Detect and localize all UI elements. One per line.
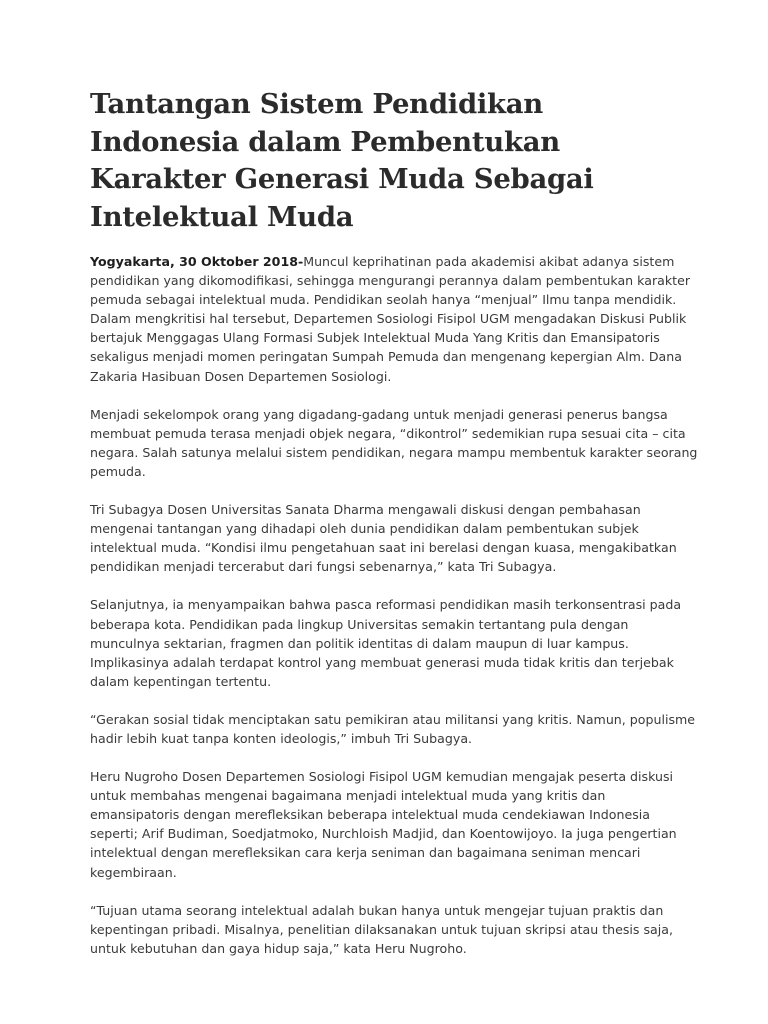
paragraph-line: bertajuk Menggagas Ulang Formasi Subjek Intelektual Muda Yang Kritis dan Emansipatoris xyxy=(90,330,660,346)
paragraph-line: untuk membahas mengenai bagaimana menjadi intelektual muda yang kritis dan xyxy=(90,788,606,804)
paragraph-line: Zakaria Hasibuan Dosen Departemen Sosiologi. xyxy=(90,368,392,384)
paragraph-line: intelektual dengan merefleksikan cara kerja seniman dan bagaimana seniman mencari xyxy=(90,845,641,861)
title-line: Tantangan Sistem Pendidikan xyxy=(90,88,543,120)
paragraph-line: pemuda sebagai intelektual muda. Pendidikan seolah hanya “menjual” Ilmu tanpa mendidik. xyxy=(90,292,677,308)
paragraph-line: membuat pemuda terasa menjadi objek negara, “dikontrol” sedemikian rupa sesuai cita – cita xyxy=(90,425,686,441)
paragraph-line: pemuda. xyxy=(90,463,146,479)
paragraph-line: kepentingan pribadi. Misalnya, penelitian dilaksanakan untuk tujuan skripsi atau thesis saja, xyxy=(90,921,673,937)
dateline: Yogyakarta, 30 Oktober 2018- xyxy=(90,254,304,269)
paragraph-line: munculnya sektarian, fragmen dan politik identitas di dalam maupun di luar kampus. xyxy=(90,635,629,651)
article xyxy=(90,86,698,977)
paragraph-line: hadir lebih kuat tanpa konten ideologis,” imbuh Tri Subagya. xyxy=(90,730,473,746)
paragraph-line: pendidikan yang dikomodifikasi, sehingga mengurangi perannya dalam pembentukan karakter xyxy=(90,273,690,289)
paragraph-line: Menjadi sekelompok orang yang digadang-gadang untuk menjadi generasi penerus bangsa xyxy=(90,406,668,422)
paragraph xyxy=(90,767,686,882)
title-line: Intelektual Muda xyxy=(90,200,354,233)
paragraph-line: Tri Subagya Dosen Universitas Sanata Dharma mengawali diskusi dengan pembahasan xyxy=(90,502,641,518)
paragraph-line: pendidikan menjadi tercerabut dari fungsi sebenarnya,” kata Tri Subagya. xyxy=(90,559,557,575)
article-body xyxy=(90,252,698,958)
paragraph xyxy=(90,710,696,748)
paragraph-line: emansipatoris dengan merefleksikan beberapa intelektual muda cendekiawan Indonesia xyxy=(90,807,650,823)
paragraph-line: beberapa kota. Pendidikan pada lingkup Universitas semakin tertantang pula dengan xyxy=(90,616,629,632)
paragraph-line: negara. Salah satunya melalui sistem pendidikan, negara mampu membentuk karakter seorang xyxy=(90,444,698,460)
paragraph-line: “Tujuan utama seorang intelektual adalah bukan hanya untuk mengejar tujuan praktis dan xyxy=(90,902,664,918)
paragraph-line: dalam kepentingan tertentu. xyxy=(90,673,272,689)
paragraph-line: untuk kebutuhan dan gaya hidup saja,” kata Heru Nugroho. xyxy=(90,940,467,956)
paragraph-line: seperti; Arif Budiman, Soedjatmoko, Nurchloish Madjid, dan Koentowijoyo. Ia juga pengertian xyxy=(90,826,677,842)
paragraph-line: Dalam mengkritisi hal tersebut, Departemen Sosiologi Fisipol UGM mengadakan Diskusi Publik xyxy=(90,311,687,327)
title-line: Karakter Generasi Muda Sebagai xyxy=(90,163,594,195)
paragraph-line-text: Muncul keprihatinan pada akademisi akibat adanya sistem xyxy=(303,254,675,269)
paragraph-line: Implikasinya adalah terdapat kontrol yang membuat generasi muda tidak kritis dan terjebak xyxy=(90,654,674,670)
paragraph xyxy=(90,500,686,576)
paragraph-line xyxy=(90,252,686,271)
article-title xyxy=(90,86,686,236)
paragraph-line: mengenai tantangan yang dihadapi oleh dunia pendidikan dalam pembentukan subjek xyxy=(90,521,639,537)
paragraph xyxy=(90,595,686,690)
title-line: Indonesia dalam Pembentukan xyxy=(90,125,560,158)
paragraph xyxy=(90,901,686,958)
paragraph xyxy=(90,252,690,386)
paragraph-line: sekaligus menjadi momen peringatan Sumpah Pemuda dan mengenang kepergian Alm. Dana xyxy=(90,349,682,365)
paragraph-line: “Gerakan sosial tidak menciptakan satu pemikiran atau militansi yang kritis. Namun, populisme xyxy=(90,711,696,727)
paragraph xyxy=(90,405,698,481)
paragraph-line: Heru Nugroho Dosen Departemen Sosiologi Fisipol UGM kemudian mengajak peserta diskusi xyxy=(90,769,674,785)
paragraph-line: intelektual muda. “Kondisi ilmu pengetahuan saat ini berelasi dengan kuasa, mengakibatkan xyxy=(90,540,677,556)
paragraph-line: kegembiraan. xyxy=(90,864,177,880)
paragraph-line: Selanjutnya, ia menyampaikan bahwa pasca reformasi pendidikan masih terkonsentrasi pada xyxy=(90,597,682,613)
